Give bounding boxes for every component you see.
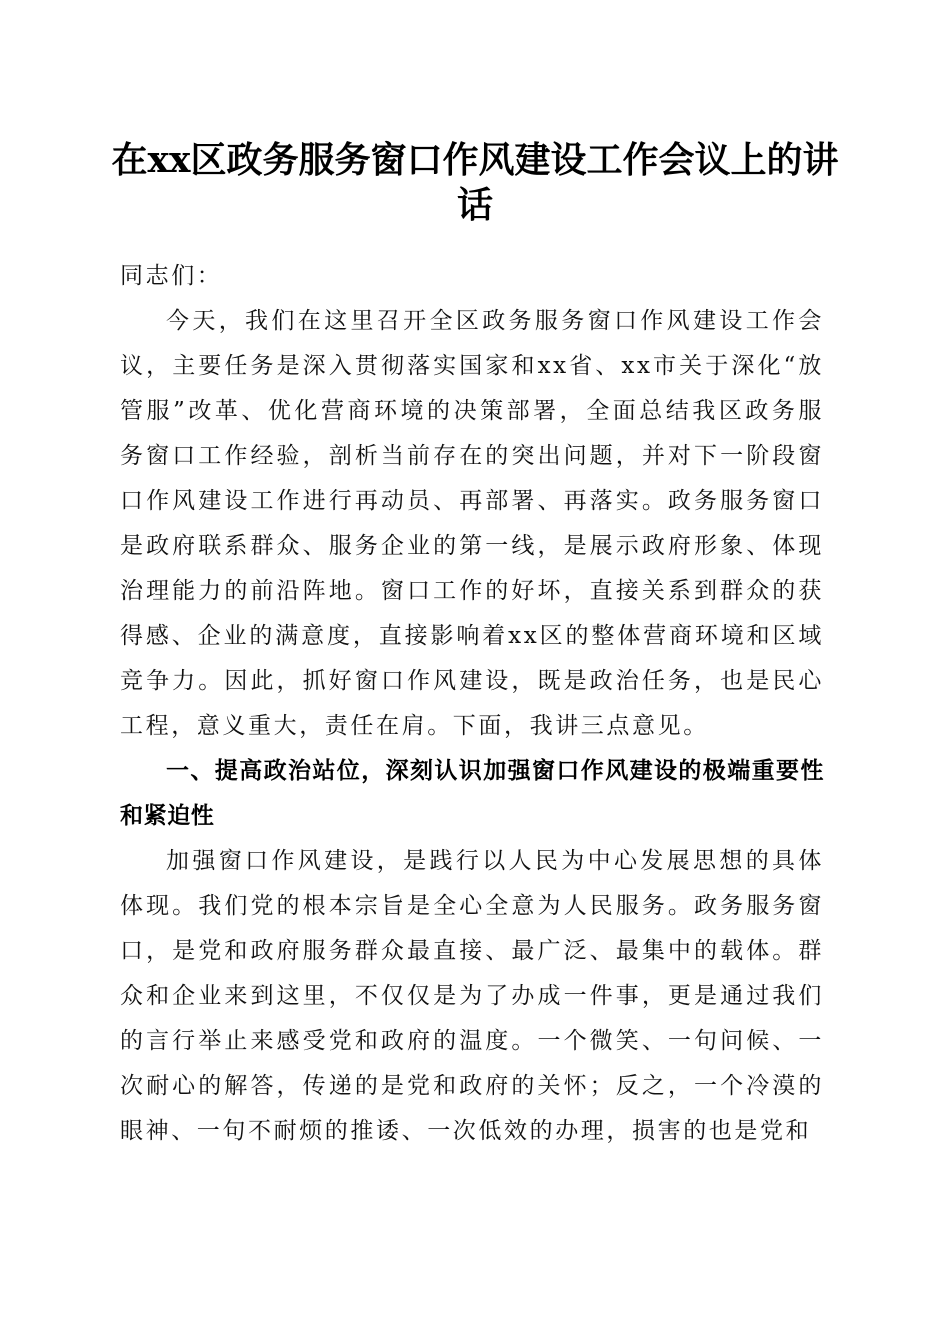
document-body bbox=[120, 254, 824, 1154]
section-heading: 一、提高政治站位，深刻认识加强窗口作风建设的极端重要性和紧迫性 bbox=[120, 758, 824, 829]
body-paragraph: 加强窗口作风建设，是践行以人民为中心发展思想的具体体现。我们党的根本宗旨是全心全意为人民服务。政务服务窗口，是党和政府服务群众最直接、最广泛、最集中的载体。群众和企业来到这里，不仅仅是为了办成一件事，更是通过我们的言行举止来感受党和政府的温度。一个微笑、一句问候、一次耐心的解答，传递的是党和政府的关怀；反之，一个冷漠的眼神、一句不耐烦的推诿、一次低效的办理，损害的也是党和 bbox=[120, 848, 824, 1144]
body-paragraph: 今天，我们在这里召开全区政务服务窗口作风建设工作会议，主要任务是深入贯彻落实国家和xx省、xx市关于深化“放管服”改革、优化营商环境的决策部署，全面总结我区政务服务窗口工作经验，剖析当前存在的突出问题，并对下一阶段窗口作风建设工作进行再动员、再部署、再落实。政务服务窗口是政府联系群众、服务企业的第一线，是展示政府形象、体现治理能力的前沿阵地。窗口工作的好坏，直接关系到群众的获得感、企业的满意度，直接影响着xx区的整体营商环境和区域竞争力。因此，抓好窗口作风建设，既是政治任务，也是民心工程，意义重大，责任在肩。下面，我讲三点意见。 bbox=[120, 308, 824, 739]
salutation: 同志们： bbox=[120, 263, 223, 289]
document-title: 在xx区政务服务窗口作风建设工作会议上的讲话 bbox=[111, 139, 839, 226]
